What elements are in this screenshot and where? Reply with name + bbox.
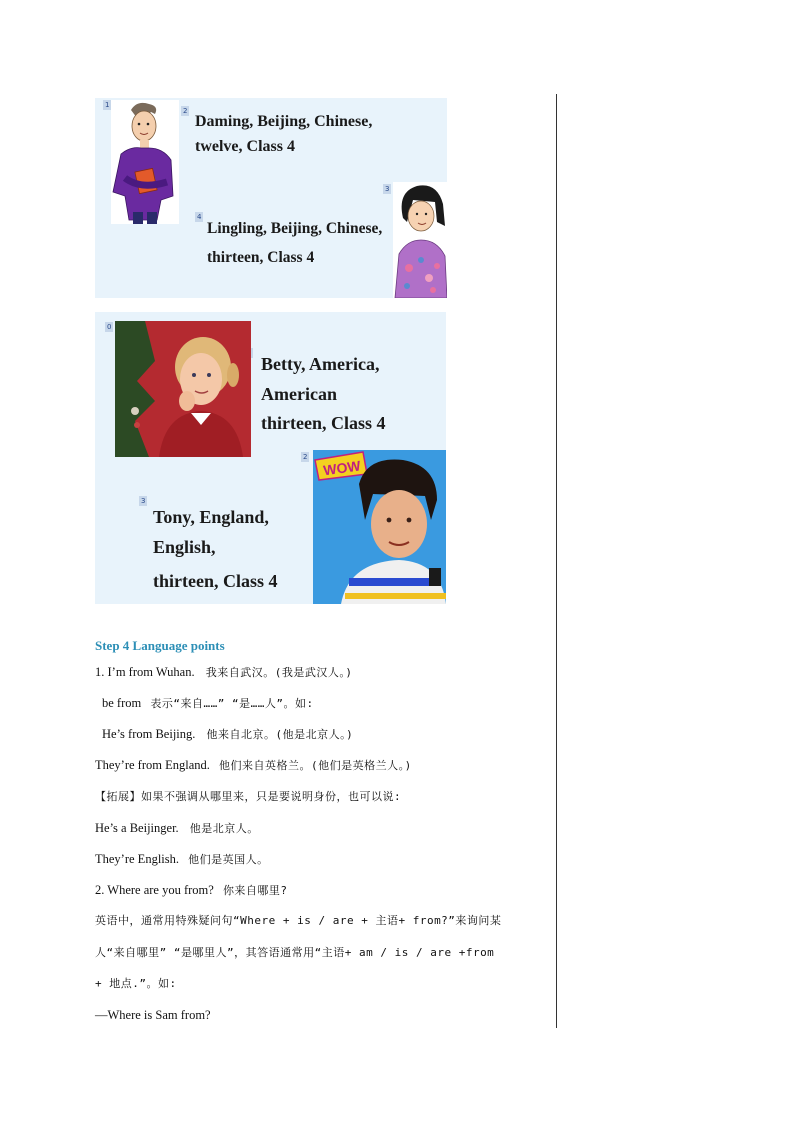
marker-3: 3 <box>385 185 390 193</box>
example-english-cn: 他们是英国人。 <box>188 853 269 866</box>
example-england-line <box>95 757 412 774</box>
card-betty: Betty, America, American thirteen, Class 4 <box>261 354 386 434</box>
explanation-line-2: 人“来自哪里” “是哪里人”，其答语通常用“主语+ am / is / are +from <box>95 946 495 959</box>
example-beijinger-line <box>95 820 259 837</box>
be-from-line <box>102 695 314 712</box>
card-tony-line-2: English, <box>153 537 216 557</box>
marker-2b: 2 <box>303 453 308 461</box>
picture-card-panel-2 <box>95 312 446 604</box>
picture-card-panel-1 <box>95 98 447 298</box>
point-2-cn: 你来自哪里? <box>222 884 288 897</box>
explanation-line-1: 英语中，通常用特殊疑问句“Where + is / are + 主语+ from?”来询问某 <box>95 914 502 927</box>
betty-photo <box>115 321 251 457</box>
example-english-line <box>95 851 269 868</box>
wow-badge-text: WOW <box>322 457 362 479</box>
example-sam-question: —Where is Sam from? <box>95 1008 211 1022</box>
lingling-illustration <box>393 182 447 298</box>
marker-3b: 3 <box>141 497 146 505</box>
example-beijing-line <box>102 726 353 743</box>
marker-1: 1 <box>105 101 110 109</box>
card-lingling: Lingling, Beijing, Chinese, thirteen, Class 4 <box>207 220 383 267</box>
card-tony-line-3: thirteen, Class 4 <box>153 571 278 591</box>
marker-2: 2 <box>183 107 188 115</box>
example-england-en: They’re from England. <box>95 758 210 772</box>
point-2-line <box>95 882 288 899</box>
example-england-cn: 他们来自英格兰。(他们是英格兰人。) <box>219 759 412 772</box>
be-from-cn: 表示“来自……” “是……人”。如: <box>150 697 314 710</box>
extension-note: 【拓展】如果不强调从哪里来，只是要说明身份，也可以说: <box>95 790 402 803</box>
example-beijing-cn: 他来自北京。(他是北京人。) <box>206 728 354 741</box>
step-heading: Step 4 Language points <box>95 638 225 653</box>
example-beijinger-en: He’s a Beijinger. <box>95 821 179 835</box>
example-english-en: They’re English. <box>95 852 180 866</box>
tony-photo <box>313 450 446 604</box>
example-beijinger-cn: 他是北京人。 <box>189 822 259 835</box>
daming-illustration <box>111 100 179 224</box>
point-1-en: 1. I’m from Wuhan. <box>95 665 195 679</box>
card-tony-line-1: Tony, England, <box>153 507 269 527</box>
marker-4: 4 <box>197 213 202 221</box>
point-2-en: 2. Where are you from? <box>95 883 214 897</box>
card-daming: Daming, Beijing, Chinese, twelve, Class 4 <box>195 113 373 155</box>
point-1-cn: 我来自武汉。(我是武汉人。) <box>205 666 353 679</box>
be-from-en: be from <box>102 696 142 710</box>
marker-0: 0 <box>107 323 112 331</box>
explanation-line-3: + 地点.”。如: <box>95 977 177 990</box>
margin-rule <box>556 94 557 1028</box>
point-1-line <box>95 664 352 681</box>
example-beijing-en: He’s from Beijing. <box>102 727 196 741</box>
